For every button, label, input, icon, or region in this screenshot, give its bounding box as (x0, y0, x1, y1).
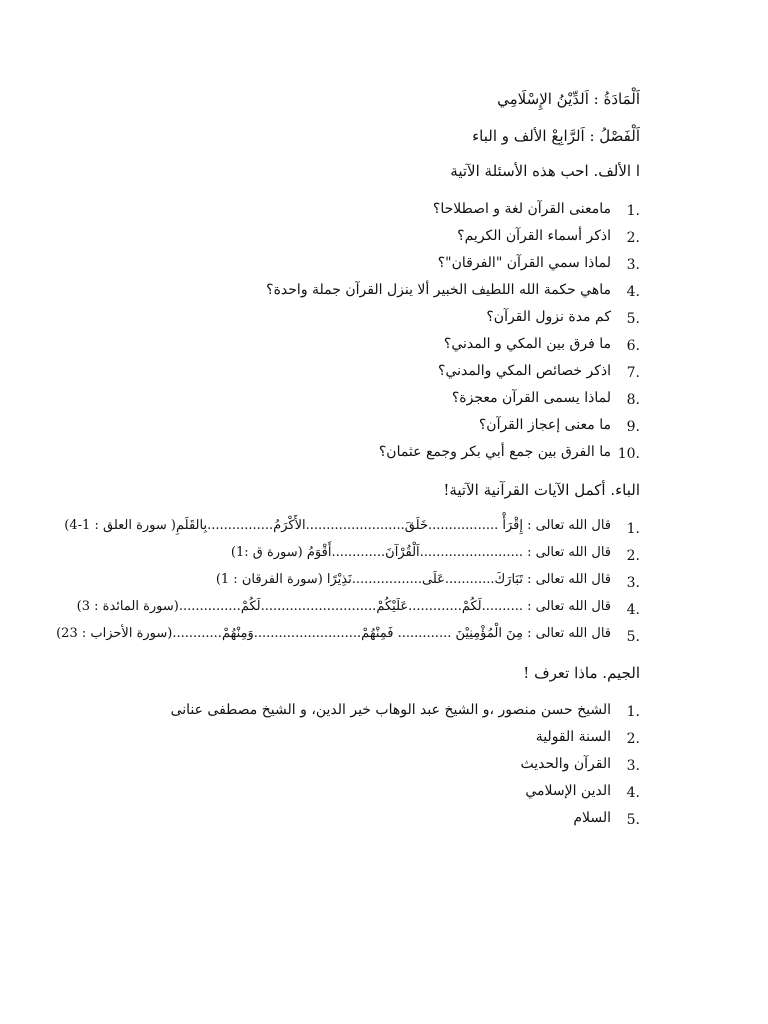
list-item: ماهي حكمة الله اللطيف الخبير ألا ينزل القرآن جملة واحدة؟ (266, 282, 611, 298)
section-a-title: ا الألف. احب هذه الأسئلة الآتية (450, 162, 640, 180)
list-item-number: 8. (626, 392, 640, 408)
list-item-number: 2. (626, 548, 640, 564)
list-item: اذكر أسماء القرآن الكريم؟ (457, 228, 611, 244)
list-item: السنة القولية (535, 729, 611, 745)
verse-item: قال الله تعالى : تَبَارَكَ............عَلَى.................نَذِيْرًا (سورة الفرقان : 1) (215, 572, 611, 587)
list-item-number: 6. (626, 338, 640, 354)
list-item-number: 1. (626, 203, 640, 219)
list-item-number: 4. (626, 602, 640, 618)
verse-item: قال الله تعالى : مِنَ الْمُؤْمِنِيْنَ ............. فَمِنْهُمْ..........................وَمِنْهُمْ............(سورة الأحزاب : 23) (56, 626, 611, 641)
list-item-number: 5. (626, 629, 640, 645)
list-item: القرآن والحديث (520, 756, 611, 772)
list-item-number: 9. (626, 419, 640, 435)
list-item-number: 3. (626, 257, 640, 273)
list-item: اذكر خصائص المكي والمدني؟ (438, 363, 611, 379)
section-c-title: الجيم. ماذا تعرف ! (523, 664, 640, 682)
verse-item: قال الله تعالى : ..........لَكُمْ.............عَلَيْكُمْ............................لَكُمْ...............(سورة المائدة : 3) (76, 599, 611, 614)
subject-heading: اَلْمَادَةُ : اَلدِّيْنُ الإِسْلَامِي (497, 90, 640, 108)
chapter-heading: اَلْفَصْلُ : اَلرَّابِعْ الألف و الباء (472, 127, 640, 145)
list-item: الدين الإسلامي (525, 783, 611, 799)
list-item: الشيخ حسن منصور ،و الشيخ عبد الوهاب خير الدين، و الشيخ مصطفى عنانى (170, 702, 611, 718)
list-item-number: 5. (626, 812, 640, 828)
list-item-number: 2. (626, 731, 640, 747)
list-item-number: 5. (626, 311, 640, 327)
list-item-number: 4. (626, 284, 640, 300)
list-item: ما فرق بين المكي و المدني؟ (443, 336, 611, 352)
section-b-title: الباء. أكمل الآيات القرآنية الآتية! (443, 481, 640, 499)
list-item-number: 10. (617, 446, 640, 462)
list-item-number: 3. (626, 758, 640, 774)
list-item: السلام (573, 810, 611, 826)
list-item-number: 2. (626, 230, 640, 246)
list-item: كم مدة نزول القرآن؟ (486, 309, 611, 325)
list-item-number: 1. (626, 704, 640, 720)
list-item: لماذا سمي القرآن "الفرقان"؟ (437, 255, 611, 271)
list-item: مامعنى القرآن لغة و اصطلاحا؟ (432, 201, 611, 217)
list-item: ما الفرق بين جمع أبي بكر وجمع عثمان؟ (378, 444, 611, 460)
verse-item: قال الله تعالى : إِقْرَأْ .................خَلَقَ........................الأَكْرَمُ................بِالقَلَمِ( سورة العلق : 1-4) (64, 518, 611, 533)
list-item-number: 3. (626, 575, 640, 591)
verse-item: قال الله تعالى : .........................اَلْقُرْآنَ.............أَقْوَمُ (سورة ق :1) (230, 545, 611, 560)
list-item-number: 1. (626, 521, 640, 537)
list-item: ما معنى إعجاز القرآن؟ (478, 417, 611, 433)
list-item-number: 4. (626, 785, 640, 801)
list-item-number: 7. (626, 365, 640, 381)
list-item: لماذا يسمى القرآن معجزة؟ (451, 390, 611, 406)
